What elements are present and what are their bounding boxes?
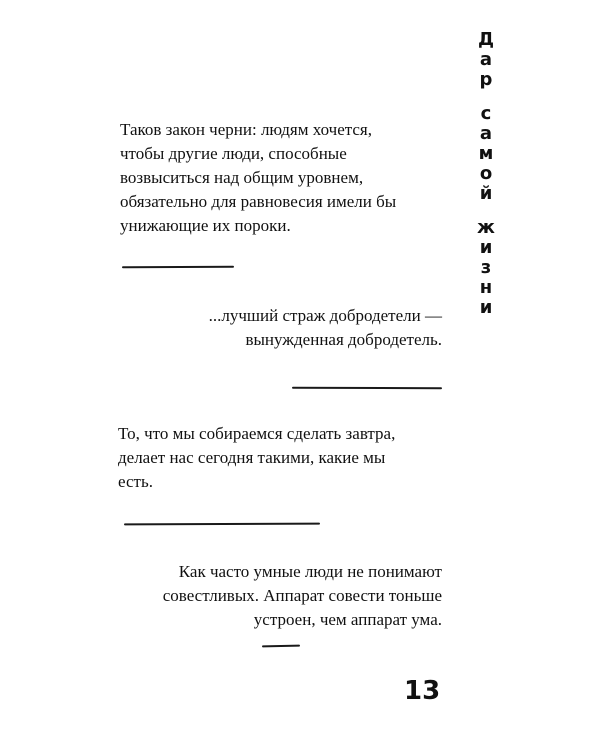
running-title-letter: н: [479, 277, 493, 298]
quote-4: [163, 560, 442, 632]
running-title-letter: о: [479, 163, 493, 184]
running-title-word: [474, 30, 498, 90]
separator-stroke-2: [292, 387, 442, 390]
running-title-letter: й: [479, 183, 493, 204]
quote-2-line-2: вынужденная добродетель.: [245, 330, 442, 349]
separator-stroke-4: [262, 645, 300, 648]
running-title-letter: з: [480, 257, 492, 278]
running-title-letter: р: [479, 69, 493, 90]
running-title-word: [474, 218, 498, 318]
running-title: [474, 30, 498, 332]
running-title-letter: а: [479, 123, 493, 144]
quote-3-line-3: есть.: [118, 472, 153, 491]
running-title-letter: с: [480, 103, 492, 124]
quote-1-line-1: Таков закон черни: людям хочется,: [120, 120, 373, 139]
running-title-letter: и: [479, 297, 493, 318]
running-title-letter: м: [478, 143, 494, 164]
quote-2-line-1: ...лучший страж добродетели —: [208, 306, 442, 325]
quote-1-line-4: обязательно для равновесия имели бы: [120, 192, 397, 211]
running-title-letter: а: [479, 49, 493, 70]
quote-1-line-2: чтобы другие люди, способные: [120, 144, 347, 163]
quote-4-line-2: совестливых. Аппарат совести тоньше: [162, 586, 442, 605]
quote-4-line-1: Как часто умные люди не понимают: [178, 562, 442, 581]
running-title-letter: и: [479, 237, 493, 258]
running-title-letter: ж: [477, 217, 495, 238]
quote-1-line-5: унижающие их пороки.: [120, 216, 291, 235]
quote-1-line-3: возвыситься над общим уровнем,: [120, 168, 364, 187]
quote-2: [209, 304, 442, 352]
running-title-word: [474, 104, 498, 204]
separator-stroke-3: [124, 523, 320, 526]
quote-3-line-1: То, что мы собираемся сделать завтра,: [118, 424, 396, 443]
separator-stroke-1: [122, 266, 234, 269]
quote-4-line-3: устроен, чем аппарат ума.: [253, 610, 442, 629]
quote-1: [120, 118, 396, 238]
running-title-letter: Д: [477, 29, 495, 50]
page-number: 13: [404, 676, 441, 706]
quote-3: [118, 422, 395, 494]
quote-3-line-2: делает нас сегодня такими, какие мы: [118, 448, 386, 467]
